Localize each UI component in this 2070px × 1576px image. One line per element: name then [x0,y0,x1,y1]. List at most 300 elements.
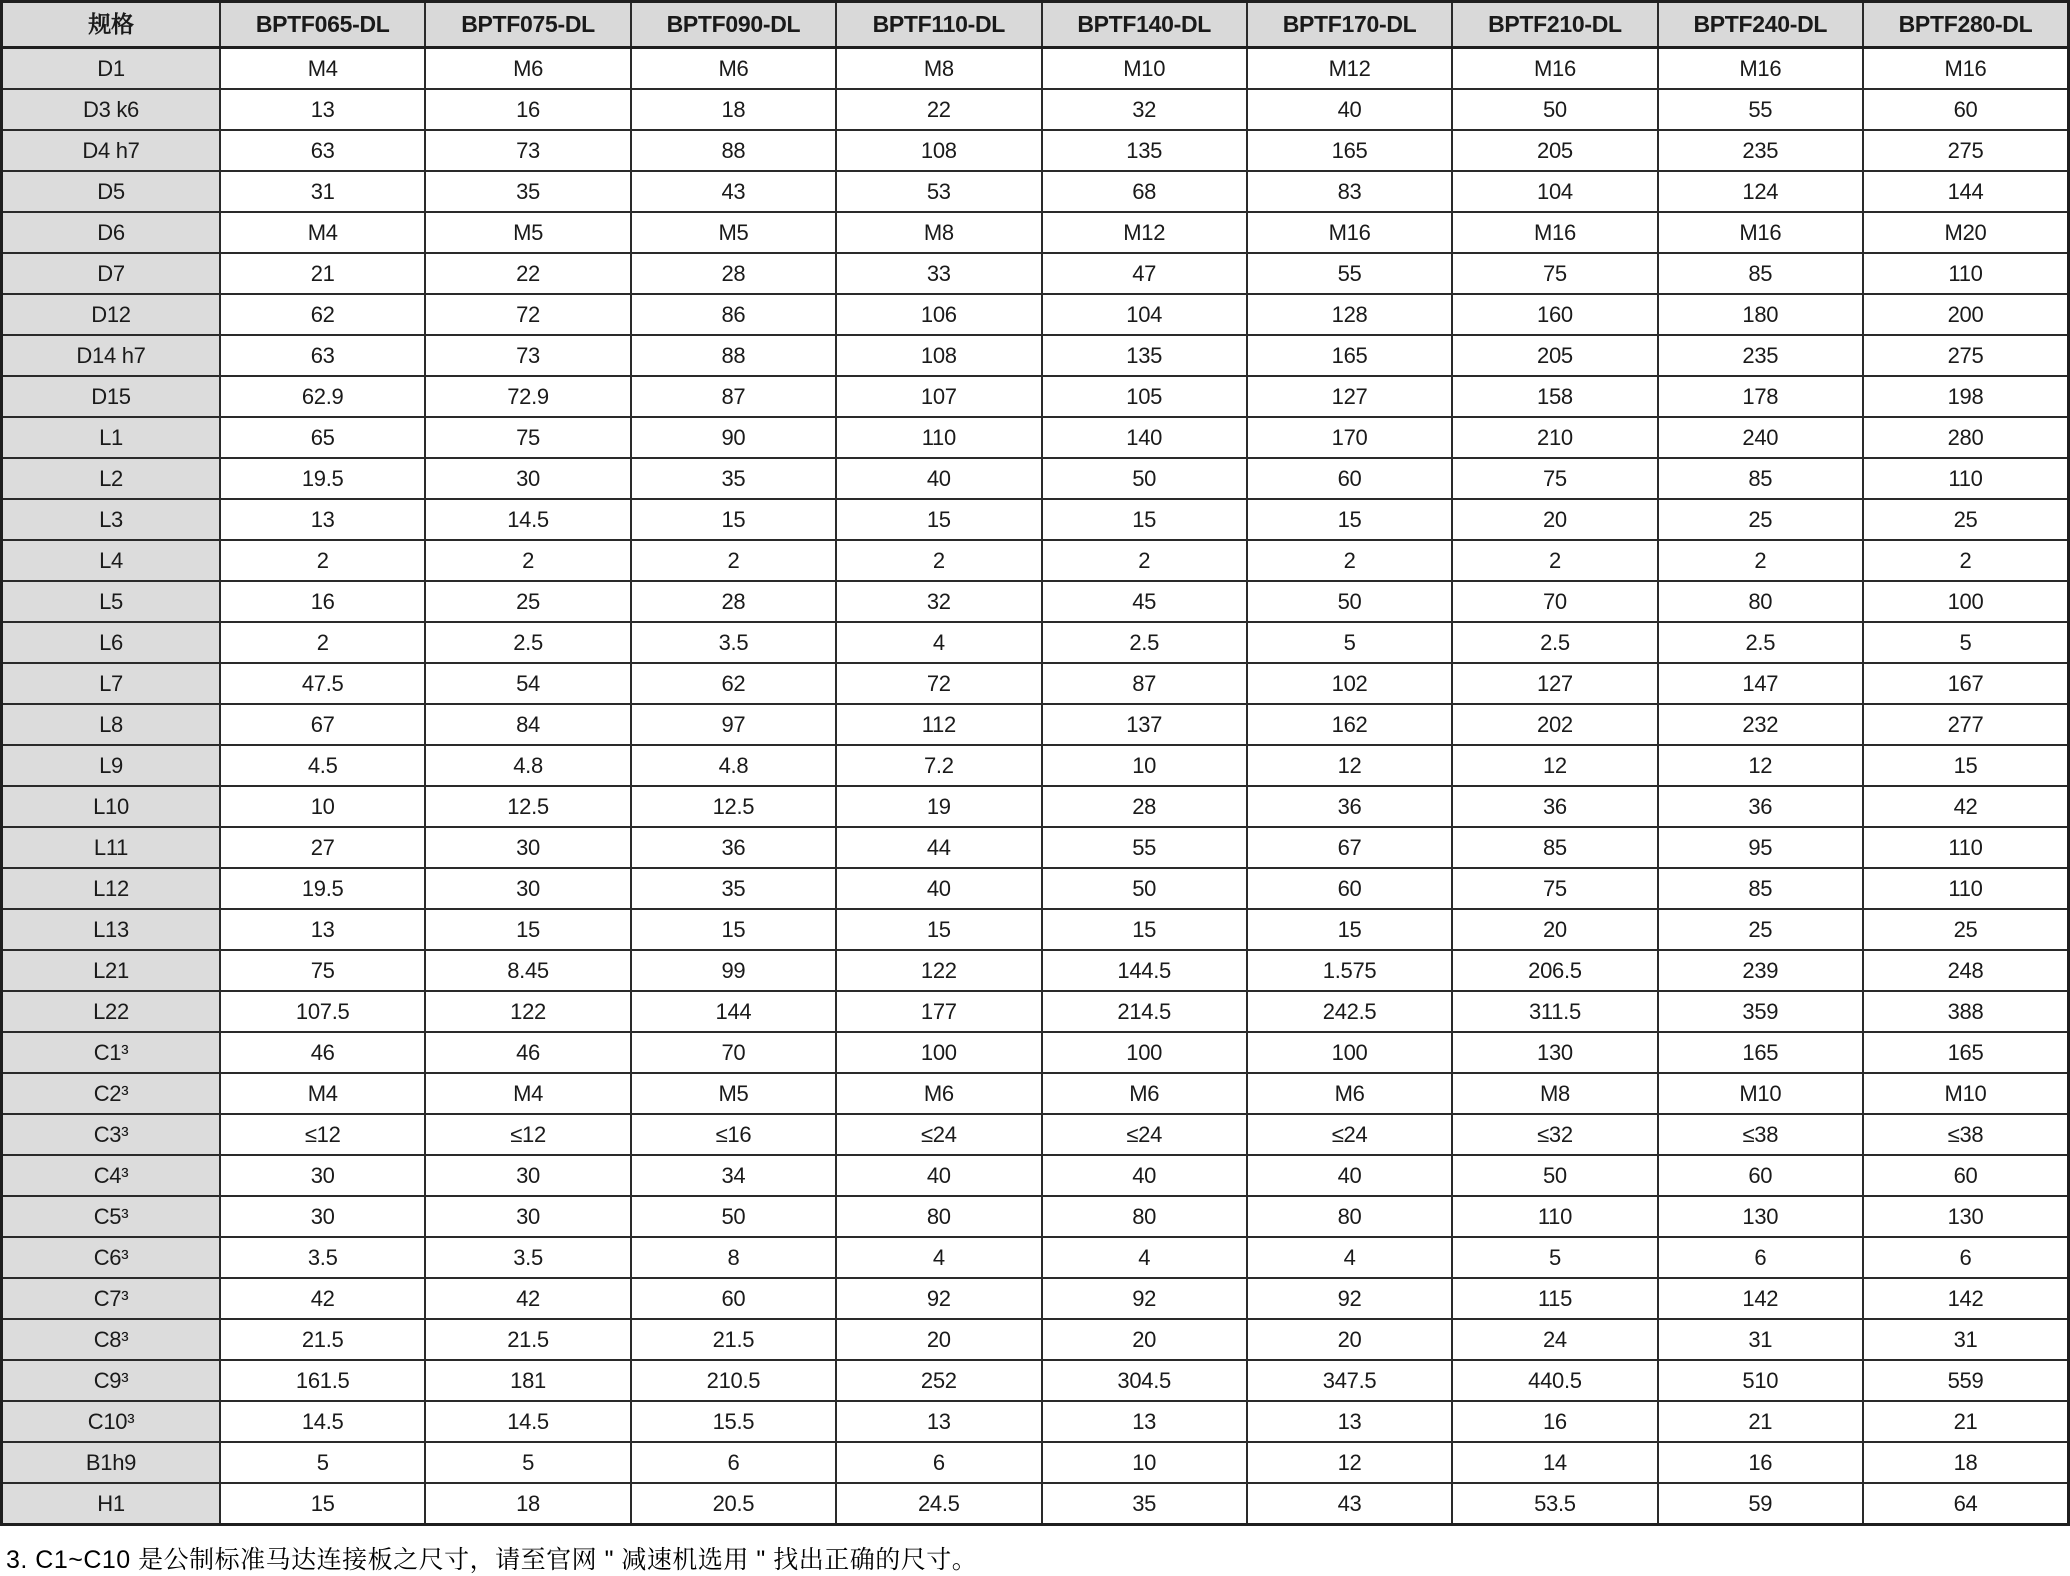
spec-cell: 60 [631,1278,836,1319]
row-label: L12 [2,868,221,909]
spec-cell: 50 [1452,1155,1657,1196]
spec-cell: 3.5 [425,1237,630,1278]
spec-cell: 60 [1247,868,1452,909]
row-label: L9 [2,745,221,786]
spec-cell: 40 [1247,1155,1452,1196]
spec-cell: 110 [1452,1196,1657,1237]
spec-cell: 21 [1863,1401,2069,1442]
spec-cell: 46 [425,1032,630,1073]
spec-cell: 72 [836,663,1041,704]
spec-cell: 28 [631,581,836,622]
column-header: BPTF140-DL [1042,2,1247,48]
spec-cell: 165 [1247,335,1452,376]
spec-cell: 16 [220,581,425,622]
spec-cell: 47.5 [220,663,425,704]
column-header: BPTF210-DL [1452,2,1657,48]
spec-cell: 24.5 [836,1483,1041,1525]
table-row [2,171,2069,212]
spec-cell: 147 [1658,663,1863,704]
spec-cell: 2.5 [1042,622,1247,663]
spec-cell: 3.5 [631,622,836,663]
spec-cell: 28 [1042,786,1247,827]
spec-cell: 32 [836,581,1041,622]
row-label: C7³ [2,1278,221,1319]
spec-cell: M8 [836,212,1041,253]
spec-cell: 87 [631,376,836,417]
spec-cell: 4.5 [220,745,425,786]
spec-cell: 80 [1658,581,1863,622]
spec-cell: 25 [1863,909,2069,950]
spec-cell: 4.8 [631,745,836,786]
row-label: H1 [2,1483,221,1525]
spec-cell: 2 [1452,540,1657,581]
spec-cell: 50 [1247,581,1452,622]
spec-cell: 181 [425,1360,630,1401]
spec-cell: 15 [1042,499,1247,540]
row-label: B1h9 [2,1442,221,1483]
spec-cell: 142 [1863,1278,2069,1319]
spec-cell: 27 [220,827,425,868]
footnote-text: 3. C1~C10 是公制标准马达连接板之尺寸，请至官网 " 减速机选用 " 找出正确的尺寸。 [6,1546,978,1574]
spec-cell: 55 [1658,89,1863,130]
spec-cell: 55 [1247,253,1452,294]
spec-cell: 75 [1452,458,1657,499]
table-row [2,417,2069,458]
spec-cell: 21 [1658,1401,1863,1442]
spec-cell: 180 [1658,294,1863,335]
spec-cell: 42 [220,1278,425,1319]
spec-cell: 105 [1042,376,1247,417]
spec-cell: 127 [1452,663,1657,704]
spec-cell: 252 [836,1360,1041,1401]
spec-cell: 85 [1658,253,1863,294]
spec-cell: 19 [836,786,1041,827]
spec-cell: 205 [1452,130,1657,171]
spec-cell: 62 [631,663,836,704]
spec-cell: 18 [1863,1442,2069,1483]
spec-cell: 63 [220,130,425,171]
spec-cell: 2 [631,540,836,581]
spec-cell: 62 [220,294,425,335]
spec-cell: 242.5 [1247,991,1452,1032]
spec-cell: 30 [425,1155,630,1196]
spec-cell: 13 [1247,1401,1452,1442]
spec-cell: 239 [1658,950,1863,991]
spec-cell: 25 [425,581,630,622]
spec-cell: 85 [1452,827,1657,868]
spec-cell: 31 [1863,1319,2069,1360]
spec-cell: 21 [220,253,425,294]
row-label: D3 k6 [2,89,221,130]
spec-cell: 559 [1863,1360,2069,1401]
spec-cell: 6 [1863,1237,2069,1278]
spec-cell: 130 [1452,1032,1657,1073]
spec-cell: 161.5 [220,1360,425,1401]
spec-cell: 13 [220,89,425,130]
spec-cell: 90 [631,417,836,458]
spec-cell: 160 [1452,294,1657,335]
spec-cell: 86 [631,294,836,335]
spec-cell: 36 [1658,786,1863,827]
spec-cell: 34 [631,1155,836,1196]
spec-cell: ≤32 [1452,1114,1657,1155]
row-label: L2 [2,458,221,499]
spec-cell: 15 [220,1483,425,1525]
table-row [2,1483,2069,1525]
table-row [2,1319,2069,1360]
spec-cell: 72.9 [425,376,630,417]
spec-cell: 68 [1042,171,1247,212]
spec-cell: 12.5 [631,786,836,827]
spec-cell: 104 [1452,171,1657,212]
spec-cell: 67 [1247,827,1452,868]
spec-cell: 15 [1042,909,1247,950]
spec-cell: 14.5 [220,1401,425,1442]
row-label: L3 [2,499,221,540]
spec-cell: 2 [220,622,425,663]
spec-cell: 63 [220,335,425,376]
row-label: C2³ [2,1073,221,1114]
spec-cell: 15 [631,499,836,540]
spec-cell: 60 [1658,1155,1863,1196]
spec-cell: 2.5 [425,622,630,663]
spec-cell: 2 [1247,540,1452,581]
spec-cell: 128 [1247,294,1452,335]
table-row [2,335,2069,376]
spec-cell: 36 [631,827,836,868]
table-row [2,1278,2069,1319]
spec-cell: 135 [1042,130,1247,171]
spec-cell: 144.5 [1042,950,1247,991]
row-label: C6³ [2,1237,221,1278]
spec-cell: 15 [836,499,1041,540]
spec-cell: 144 [1863,171,2069,212]
spec-cell: 40 [1042,1155,1247,1196]
table-row [2,1196,2069,1237]
spec-cell: 42 [425,1278,630,1319]
spec-cell: 54 [425,663,630,704]
spec-cell: 440.5 [1452,1360,1657,1401]
spec-cell: 1.575 [1247,950,1452,991]
spec-cell: 347.5 [1247,1360,1452,1401]
spec-cell: 20 [1452,499,1657,540]
spec-cell: 3.5 [220,1237,425,1278]
spec-cell: 40 [836,1155,1041,1196]
spec-cell: ≤12 [425,1114,630,1155]
spec-cell: 20 [836,1319,1041,1360]
column-header: BPTF075-DL [425,2,630,48]
spec-cell: M5 [631,1073,836,1114]
spec-cell: 2.5 [1452,622,1657,663]
table-row [2,663,2069,704]
column-header: BPTF090-DL [631,2,836,48]
spec-cell: 18 [631,89,836,130]
spec-cell: 107.5 [220,991,425,1032]
spec-cell: 359 [1658,991,1863,1032]
spec-cell: ≤16 [631,1114,836,1155]
table-row [2,458,2069,499]
table-row [2,1032,2069,1073]
spec-cell: 97 [631,704,836,745]
spec-cell: 87 [1042,663,1247,704]
spec-cell: 202 [1452,704,1657,745]
spec-cell: 2.5 [1658,622,1863,663]
spec-cell: 16 [1452,1401,1657,1442]
spec-cell: 22 [425,253,630,294]
spec-cell: 14.5 [425,499,630,540]
spec-table-head [2,2,2069,48]
spec-cell: 122 [425,991,630,1032]
spec-cell: M16 [1863,48,2069,90]
spec-cell: 15 [425,909,630,950]
row-label: L5 [2,581,221,622]
spec-cell: 47 [1042,253,1247,294]
row-label: L11 [2,827,221,868]
row-label: L6 [2,622,221,663]
spec-cell: 22 [836,89,1041,130]
spec-cell: 165 [1863,1032,2069,1073]
spec-cell: 4 [1247,1237,1452,1278]
spec-cell: 137 [1042,704,1247,745]
spec-cell: 106 [836,294,1041,335]
table-row [2,909,2069,950]
spec-cell: ≤24 [1042,1114,1247,1155]
table-row [2,704,2069,745]
spec-cell: 10 [1042,1442,1247,1483]
row-label: L7 [2,663,221,704]
spec-cell: M10 [1658,1073,1863,1114]
spec-cell: M4 [220,1073,425,1114]
table-row [2,1114,2069,1155]
spec-cell: 35 [425,171,630,212]
spec-cell: 36 [1452,786,1657,827]
spec-cell: 35 [631,458,836,499]
table-row [2,1237,2069,1278]
spec-cell: 178 [1658,376,1863,417]
table-row [2,499,2069,540]
spec-cell: 92 [836,1278,1041,1319]
spec-cell: 13 [220,499,425,540]
spec-cell: 64 [1863,1483,2069,1525]
spec-cell: 21.5 [425,1319,630,1360]
spec-cell: 140 [1042,417,1247,458]
spec-cell: M16 [1247,212,1452,253]
table-row [2,622,2069,663]
spec-cell: 110 [1863,458,2069,499]
spec-cell: 102 [1247,663,1452,704]
spec-cell: 5 [1452,1237,1657,1278]
spec-cell: 8 [631,1237,836,1278]
spec-cell: M8 [836,48,1041,90]
spec-cell: M10 [1042,48,1247,90]
spec-cell: 15 [1247,909,1452,950]
table-row [2,1401,2069,1442]
spec-cell: 83 [1247,171,1452,212]
spec-cell: 112 [836,704,1041,745]
spec-cell: 510 [1658,1360,1863,1401]
table-row [2,130,2069,171]
corner-header: 规格 [2,2,221,48]
spec-cell: M6 [1042,1073,1247,1114]
spec-cell: ≤12 [220,1114,425,1155]
spec-cell: 14 [1452,1442,1657,1483]
spec-cell: 110 [836,417,1041,458]
spec-cell: M16 [1452,48,1657,90]
spec-cell: 100 [1042,1032,1247,1073]
spec-cell: 50 [1042,868,1247,909]
table-row [2,540,2069,581]
spec-cell: 135 [1042,335,1247,376]
spec-cell: 62.9 [220,376,425,417]
spec-cell: 110 [1863,868,2069,909]
spec-cell: 80 [1247,1196,1452,1237]
row-label: D1 [2,48,221,90]
spec-cell: 73 [425,335,630,376]
row-label: C9³ [2,1360,221,1401]
spec-cell: M16 [1658,212,1863,253]
spec-cell: M4 [220,212,425,253]
spec-cell: 33 [836,253,1041,294]
spec-cell: 60 [1247,458,1452,499]
spec-cell: 85 [1658,458,1863,499]
spec-cell: 130 [1863,1196,2069,1237]
spec-cell: 5 [220,1442,425,1483]
spec-cell: 170 [1247,417,1452,458]
table-row [2,786,2069,827]
spec-cell: M12 [1042,212,1247,253]
spec-cell: 100 [1863,581,2069,622]
spec-cell: 55 [1042,827,1247,868]
spec-cell: 40 [836,868,1041,909]
spec-cell: M4 [220,48,425,90]
spec-cell: 50 [631,1196,836,1237]
spec-cell: 280 [1863,417,2069,458]
spec-cell: 20 [1452,909,1657,950]
spec-cell: 25 [1863,499,2069,540]
spec-cell: 21.5 [631,1319,836,1360]
spec-cell: 20 [1042,1319,1247,1360]
spec-cell: 107 [836,376,1041,417]
spec-cell: 12 [1452,745,1657,786]
spec-cell: 7.2 [836,745,1041,786]
spec-cell: 36 [1247,786,1452,827]
spec-cell: 31 [1658,1319,1863,1360]
spec-cell: 144 [631,991,836,1032]
row-label: L13 [2,909,221,950]
spec-cell: 4.8 [425,745,630,786]
spec-cell: M12 [1247,48,1452,90]
spec-cell: 15 [836,909,1041,950]
spec-cell: 30 [220,1196,425,1237]
spec-cell: 40 [836,458,1041,499]
spec-cell: 32 [1042,89,1247,130]
table-row [2,253,2069,294]
spec-cell: 75 [220,950,425,991]
table-row [2,827,2069,868]
spec-cell: 2 [220,540,425,581]
spec-cell: 167 [1863,663,2069,704]
table-row [2,294,2069,335]
spec-cell: 43 [1247,1483,1452,1525]
spec-cell: 13 [836,1401,1041,1442]
spec-cell: M10 [1863,1073,2069,1114]
spec-cell: 75 [1452,253,1657,294]
spec-cell: 92 [1042,1278,1247,1319]
table-row [2,1360,2069,1401]
spec-cell: 44 [836,827,1041,868]
spec-cell: ≤38 [1658,1114,1863,1155]
column-header: BPTF280-DL [1863,2,2069,48]
spec-cell: 50 [1452,89,1657,130]
column-header: BPTF110-DL [836,2,1041,48]
spec-cell: 67 [220,704,425,745]
spec-cell: 85 [1658,868,1863,909]
spec-cell: M20 [1863,212,2069,253]
row-label: L21 [2,950,221,991]
spec-cell: 2 [1863,540,2069,581]
spec-cell: M6 [631,48,836,90]
spec-cell: 13 [220,909,425,950]
spec-cell: 162 [1247,704,1452,745]
spec-cell: 99 [631,950,836,991]
spec-cell: 10 [220,786,425,827]
row-label: L8 [2,704,221,745]
spec-cell: M5 [425,212,630,253]
spec-cell: 4 [836,1237,1041,1278]
spec-cell: 6 [836,1442,1041,1483]
spec-cell: 130 [1658,1196,1863,1237]
spec-cell: 232 [1658,704,1863,745]
table-row [2,89,2069,130]
spec-table-body [2,48,2069,1525]
spec-cell: 200 [1863,294,2069,335]
row-label: L10 [2,786,221,827]
spec-cell: 10 [1042,745,1247,786]
spec-cell: M8 [1452,1073,1657,1114]
spec-cell: 60 [1863,89,2069,130]
table-row [2,745,2069,786]
spec-cell: 12 [1247,745,1452,786]
table-row [2,991,2069,1032]
spec-cell: 108 [836,130,1041,171]
spec-cell: 15 [631,909,836,950]
spec-cell: 210.5 [631,1360,836,1401]
spec-cell: 6 [631,1442,836,1483]
spec-cell: 31 [220,171,425,212]
spec-cell: 142 [1658,1278,1863,1319]
spec-cell: 5 [1863,622,2069,663]
row-label: D14 h7 [2,335,221,376]
spec-cell: 165 [1247,130,1452,171]
spec-cell: 110 [1863,253,2069,294]
spec-cell: 2 [1042,540,1247,581]
row-label: D7 [2,253,221,294]
spec-cell: ≤38 [1863,1114,2069,1155]
spec-cell: 75 [425,417,630,458]
table-row [2,868,2069,909]
spec-cell: M6 [1247,1073,1452,1114]
spec-cell: 70 [631,1032,836,1073]
table-row [2,1442,2069,1483]
spec-cell: 25 [1658,909,1863,950]
spec-cell: 5 [425,1442,630,1483]
spec-cell: 206.5 [1452,950,1657,991]
spec-cell: 46 [220,1032,425,1073]
spec-cell: 30 [425,827,630,868]
spec-cell: 43 [631,171,836,212]
spec-cell: 30 [220,1155,425,1196]
row-label: D5 [2,171,221,212]
